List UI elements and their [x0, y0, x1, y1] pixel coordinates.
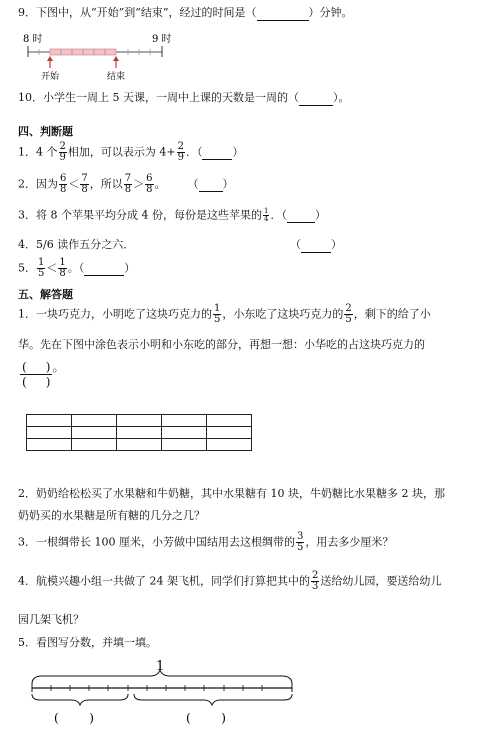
answer-blank-judgment-3[interactable]	[287, 209, 315, 224]
judgment-item-2: 2．因为 $\frac{6}{8}$ ＜ $\frac{7}{8}$ ，所以 $\frac{7}{8}$ ＞ $\frac{6}{8}$ 。 （ ）	[18, 173, 234, 195]
fraction: $\frac{1}{8}$	[59, 257, 66, 279]
start-arrow-head	[47, 56, 53, 61]
judgment-item-3: 3．将 8 个苹果平均分成 4 份，每份是这些苹果的 $\frac{1}{4}$ ．（ ）	[18, 207, 326, 223]
fraction: $\frac{2}{9}$	[177, 141, 184, 163]
fraction: $\frac{1}{4}$	[263, 207, 269, 223]
fraction: $\frac{1}{5}$	[214, 303, 221, 325]
answer-blank-judgment-5[interactable]	[84, 262, 124, 277]
chocolate-grid[interactable]	[26, 414, 252, 451]
fraction: $\frac{6}{8}$	[60, 173, 67, 195]
fraction: $\frac{7}{8}$	[124, 173, 132, 195]
answer-q3: 3．一根绸带长 100 厘米，小芳做中国结用去这根绸带的 $\frac{3}{5}$ ，用去多少厘米？	[18, 531, 394, 553]
bottom-right-brace	[134, 694, 292, 705]
start-marker-label: 开始	[41, 72, 60, 82]
answer-blank-q5-left[interactable]: ( )	[54, 711, 94, 725]
fraction: $\frac{2}{5}$	[345, 303, 352, 325]
fraction: $\frac{1}{5}$	[38, 257, 45, 279]
answer-q4-line1: 4．航模兴趣小组一共做了 24 架飞机，同学们打算把其中的 $\frac{2}{3}$ 送给幼儿园，要送给幼儿	[18, 570, 442, 592]
clock-timeline	[20, 30, 180, 82]
fraction: $\frac{3}{5}$	[297, 531, 304, 553]
judgment-item-1: 1．4 个 $\frac{2}{9}$ 相加，可以表示为 4+ $\frac{2}{9}$ ．（ ）	[18, 141, 244, 163]
answer-blank-judgment-1[interactable]	[202, 146, 232, 161]
answer-blank-judgment-4[interactable]	[301, 238, 331, 253]
section-title-answer: 五、解答题	[18, 288, 73, 301]
answer-blank-judgment-2[interactable]	[199, 178, 223, 193]
answer-q2-line2: 奶奶买的水果糖是所有糖的几分之几？	[18, 509, 205, 522]
end-arrow-head	[113, 56, 119, 61]
fraction: $\frac{6}{8}$	[146, 173, 153, 195]
judgment-item-5: 5． $\frac{1}{5}$ ＜ $\frac{1}{8}$ 。（ ）	[18, 257, 136, 279]
brace-top-label: 1	[156, 659, 165, 674]
answer-q1-fraction-blank[interactable]: $\frac{( )}{( )}$ 。	[22, 360, 65, 389]
fraction: $\frac{2}{3}$	[312, 570, 319, 592]
end-marker-label: 结束	[107, 72, 126, 82]
timeline-start-label: 8 时	[23, 34, 43, 45]
answer-q2-line1: 2．奶奶给松松买了水果糖和牛奶糖，其中水果糖有 10 块，牛奶糖比水果糖多 2 块，那	[18, 487, 445, 500]
judgment-item-4-answer: （ ）	[290, 238, 342, 251]
fraction: $\frac{2}{9}$	[59, 141, 66, 163]
question-10: 10．小学生一周上 5 天课，一周中上课的天数是一周的（ ）。	[18, 91, 350, 104]
answer-blank-q5-right[interactable]: ( )	[186, 711, 226, 725]
answer-q5: 5．看图写分数，并填一填。	[18, 636, 157, 649]
segment-brace-diagram	[28, 656, 298, 730]
answer-blank-q9[interactable]	[257, 6, 309, 21]
answer-q4-line2: 园几架飞机？	[18, 613, 84, 626]
answer-q1-line1: 1．一块巧克力，小明吃了这块巧克力的 $\frac{1}{5}$ ，小东吃了这块巧克力的 $\frac{2}{5}$ ，剩下的给了小	[18, 303, 431, 325]
fraction: $\frac{7}{8}$	[81, 173, 88, 195]
timeline-end-label: 9 时	[152, 34, 172, 45]
section-title-judgment: 四、判断题	[18, 125, 73, 138]
answer-q1-line2: 华。先在下图中涂色表示小明和小东吃的部分，再想一想：小华吃的占这块巧克力的	[18, 338, 425, 351]
bottom-left-brace	[32, 694, 128, 705]
question-9: 9．下图中，从“开始”到“结束”，经过的时间是（ ）分钟。	[18, 6, 353, 19]
answer-blank-q10[interactable]	[299, 91, 333, 106]
judgment-item-4: 4．5/6 读作五分之六．	[18, 238, 135, 251]
